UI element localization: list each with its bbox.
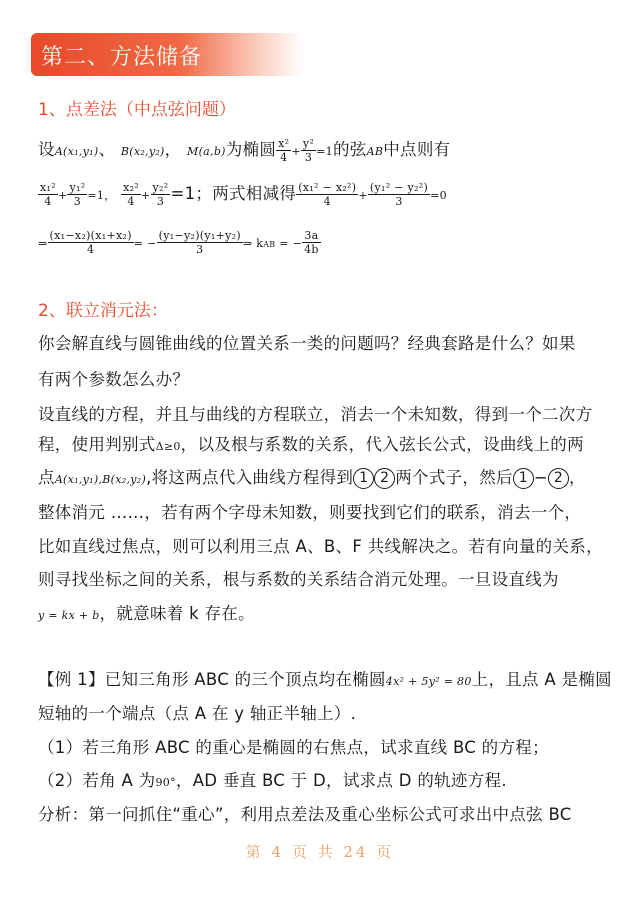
example-line: 短轴的一个端点（点 A 在 y 轴正半轴上）. <box>38 704 357 723</box>
fraction: $\frac{\text{(y₁−y₂)(y₁+y₂)}}{3}$ <box>158 229 241 256</box>
math-points: A(x₁,y₁),B(x₂,y₂) <box>54 473 147 486</box>
math-arrow: ⇒ k <box>242 237 264 250</box>
page-footer: 第 4 页 共 24 页 <box>245 843 395 861</box>
fraction: $\frac{\text{y²}}{3}$ <box>302 137 315 164</box>
fraction: $\frac{\text{x²}}{4}$ <box>278 137 290 164</box>
example-line <box>38 666 612 690</box>
text: 点 <box>38 468 55 487</box>
example-line: 分析：第一问抓住“重心”，利用点差法及重心坐标公式可求出中点弦 BC <box>38 805 572 824</box>
text: 的弦 <box>332 140 367 159</box>
math-eq: =1， <box>87 189 116 202</box>
text: ，以及根与系数的关系，代入弦长公式，设曲线上的两 <box>180 435 584 454</box>
subsection-heading-1: 1、点差法（中点弦问题） <box>38 100 236 120</box>
text: 上，且点 A 是椭圆 <box>471 670 612 689</box>
math-ab: AB <box>366 145 384 158</box>
text: 设 <box>38 140 55 159</box>
circled-2: 2 <box>374 468 395 489</box>
fraction: $\frac{\text{x₂²}}{4}$ <box>123 181 140 208</box>
section-title: 第二、方法储备 <box>41 45 203 70</box>
text: − <box>533 468 548 487</box>
math-angle: 90° <box>155 776 176 789</box>
para-line: 整体消元 ……，若有两个字母未知数，则要找到它们的联系，消去一个， <box>38 503 582 522</box>
math-eq: = − <box>133 237 157 250</box>
text: 、 <box>98 140 116 159</box>
fraction: $\frac{3a}{4b}$ <box>304 229 319 256</box>
text: ,将这两点代入曲线方程得到 <box>146 468 354 487</box>
circled-1: 1 <box>353 468 374 489</box>
math-discriminant: Δ≥0 <box>155 440 181 453</box>
example-line <box>38 767 507 791</box>
fraction: $\frac{\text{x₁²}}{4}$ <box>40 181 56 208</box>
section-title-banner <box>31 33 303 76</box>
text: ，AD 垂直 BC 于 D，试求点 D 的轨迹方程. <box>175 771 507 790</box>
text: =1；两式相减得 <box>170 184 297 203</box>
text: 两个式子，然后 <box>395 468 513 487</box>
fraction: $\frac{\text{y₁²}}{3}$ <box>69 181 86 208</box>
math-eq: =1 <box>316 145 333 158</box>
para-line <box>38 431 584 455</box>
math-ellipse: 4x² + 5y² = 80 <box>385 675 472 688</box>
math-pointB: B(x₂,y₂) <box>120 145 165 158</box>
math-eq: =0 <box>430 189 447 202</box>
math-arrow: ⇒ <box>38 237 48 250</box>
para-line: 比如直线过焦点，则可以利用三点 A、B、F 共线解决之。若有向量的关系， <box>38 537 603 556</box>
text: ，就意味着 k 存在。 <box>99 604 255 623</box>
text: 【例 1】已知三角形 ABC 的三个顶点均在椭圆 <box>38 670 386 689</box>
line-1: 设A(x₁,y₁)、 B(x₂,y₂)， M(a,b)为椭圆 $\frac{\text{x²}}{4}$ + $\frac{\text{y²}}{3}$ =1的弦AB中点则有 <box>38 137 451 164</box>
fraction: $\frac{\text{(x₁−x₂)(x₁+x₂)}}{4}$ <box>49 229 132 256</box>
text: （2）若角 A 为 <box>38 771 156 790</box>
text: 程，使用判别式 <box>38 435 156 454</box>
circled-2: 2 <box>548 468 569 489</box>
para-line: 设直线的方程，并且与曲线的方程联立，消去一个未知数，得到一个二次方 <box>38 405 593 424</box>
fraction: $\frac{\text{(x₁² − x₂²)}}{4}$ <box>298 181 357 208</box>
text: 中点则有 <box>383 140 451 159</box>
para-line: 则寻找坐标之间的关系，根与系数的关系结合消元处理。一旦设直线为 <box>38 570 559 589</box>
para-line: 有两个参数怎么办？ <box>38 370 190 389</box>
line-2: $\frac{\text{x₁²}}{4}$ + $\frac{\text{y₁²}}{3}$ =1， $\frac{\text{x₂²}}{4}$ + $\frac{\text{y₂²}}{3}$ =1；两式相减得 $\frac{\text{(x₁² − x₂²)}}{4}$ + $\frac{\text{(y₁² − y₂²)}}{3}$ =0 <box>40 181 447 208</box>
line-3 <box>38 229 321 256</box>
math-line-eq: y = kx + b <box>38 609 100 622</box>
subsection-heading-2: 2、联立消元法： <box>38 301 168 321</box>
text: ， <box>164 140 182 159</box>
text: ， <box>568 468 586 487</box>
fraction: $\frac{\text{(y₁² − y₂²)}}{3}$ <box>369 181 429 208</box>
math-sub: AB <box>263 240 276 249</box>
para-line: 你会解直线与圆锥曲线的位置关系一类的问题吗？经典套路是什么？如果 <box>38 334 576 353</box>
fraction: $\frac{\text{y₂²}}{3}$ <box>152 181 169 208</box>
text: 为椭圆 <box>225 140 277 159</box>
circled-1: 1 <box>513 468 534 489</box>
para-line <box>38 464 586 489</box>
example-line: （1）若三角形 ABC 的重心是椭圆的右焦点，试求直线 BC 的方程； <box>38 738 549 757</box>
math-pointM: M(a,b) <box>187 145 226 158</box>
math-pointA: A(x₁,y₁) <box>54 145 99 158</box>
para-line <box>38 600 255 624</box>
math-eq: = − <box>275 237 303 250</box>
